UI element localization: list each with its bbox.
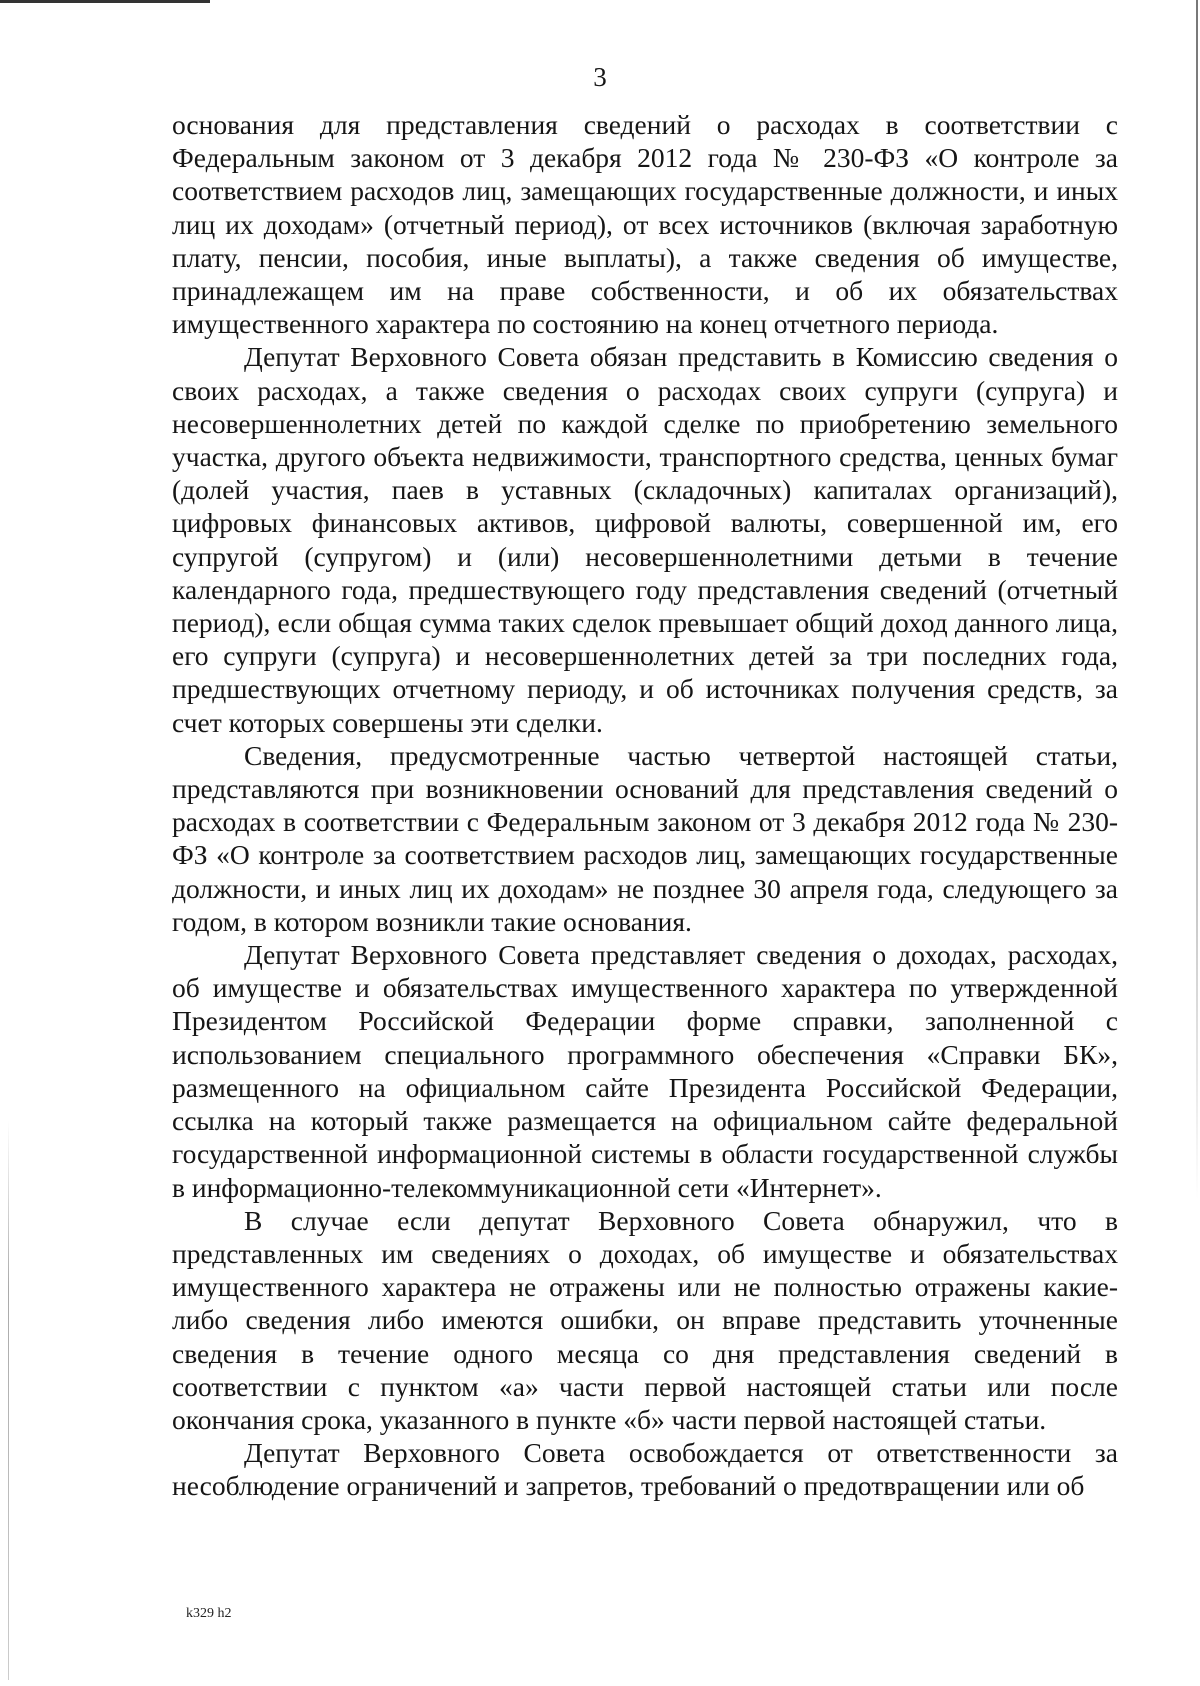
paragraph: Сведения, предусмотренные частью четвертой настоящей статьи, представляются при возникновении оснований для представления сведений о расходах в соответствии с Федеральным законом от 3 декабря 2012 года № 230-ФЗ «О контроле за соответствием расходов лиц, замещающих государственные должности, и иных лиц их доходам» не позднее 30 апреля года, следующего за годом, в котором возникли такие основания. xyxy=(172,739,1118,937)
document-body xyxy=(172,108,1118,1503)
scan-edge-top xyxy=(0,0,210,3)
paragraph-continuation: основания для представления сведений о расходах в соответствии с Федеральным законом от 3 декабря 2012 года № 230-ФЗ «О контроле за соответствием расходов лиц, замещающих государственные должности, и иных лиц их доходам» (отчетный период), от всех источников (включая заработную плату, пенсии, пособия, иные выплаты), а также сведения об имуществе, принадлежащем им на праве собственности, и об их обязательствах имущественного характера по состоянию на конец отчетного периода. xyxy=(172,109,1118,340)
footer-document-code: k329 h2 xyxy=(186,1606,232,1621)
scan-edge-right xyxy=(1196,0,1198,1200)
paragraph: Депутат Верховного Совета обязан представить в Комиссию сведения о своих расходах, а также сведения о расходах своих супруги (супруга) и несовершеннолетних детей по каждой сделке по приобретению земельного участка, другого объекта недвижимости, транспортного средства, ценных бумаг (долей участия, паев в уставных (складочных) капиталах организаций), цифровых финансовых активов, цифровой валюты, совершенной им, его супругой (супругом) и (или) несовершеннолетними детьми в течение календарного года, предшествующего году представления сведений (отчетный период), если общая сумма таких сделок превышает общий доход данного лица, его супруги (супруга) и несовершеннолетних детей за три последних года, предшествующих отчетному периоду, и об источниках получения средств, за счет которых совершены эти сделки. xyxy=(172,341,1118,738)
scan-edge-left xyxy=(8,1120,9,1680)
page-number: 3 xyxy=(593,62,607,92)
paragraph: Депутат Верховного Совета представляет сведения о доходах, расходах, об имуществе и обязательствах имущественного характера по утвержденной Президентом Российской Федерации форме справки, заполненной с использованием специального программного обеспечения «Справки БК», размещенного на официальном сайте Президента Российской Федерации, ссылка на который также размещается на официальном сайте федеральной государственной информационной системы в области государственной службы в информационно-телекоммуникационной сети «Интернет». xyxy=(172,939,1118,1203)
paragraph-continued: Депутат Верховного Совета освобождается от ответственности за несоблюдение ограничений и запретов, требований о предотвращении или об xyxy=(172,1437,1118,1502)
paragraph: В случае если депутат Верховного Совета обнаружил, что в представленных им сведениях о доходах, об имуществе и обязательствах имущественного характера не отражены или не полностью отражены какие-либо сведения либо имеются ошибки, он вправе представить уточненные сведения в течение одного месяца со дня представления сведений в соответствии с пунктом «а» части первой настоящей статьи или после окончания срока, указанного в пункте «б» части первой настоящей статьи. xyxy=(172,1204,1118,1435)
